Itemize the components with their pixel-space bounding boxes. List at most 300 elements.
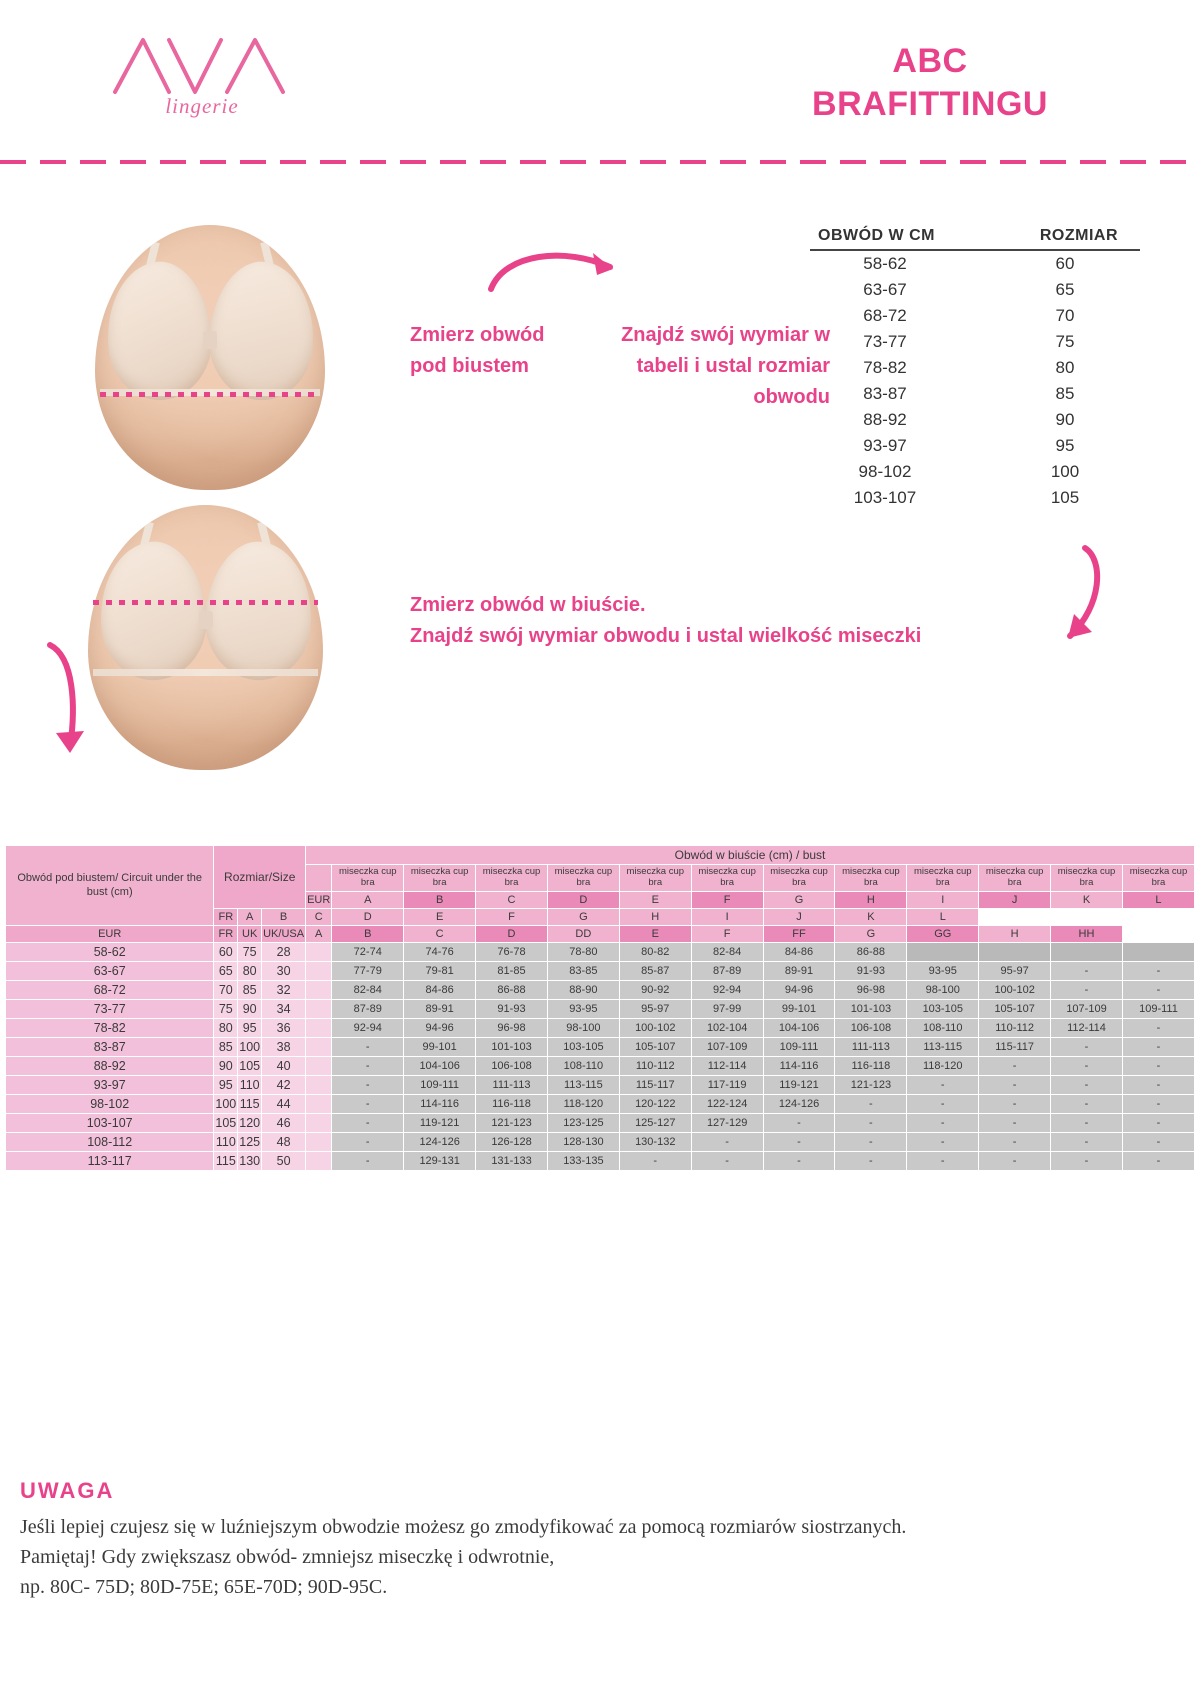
grid-size-uk: 34 bbox=[262, 999, 306, 1018]
circumference-size: 60 bbox=[1055, 254, 1075, 273]
circumference-range: 88-92 bbox=[863, 410, 907, 429]
grid-size-uk: 40 bbox=[262, 1056, 306, 1075]
grid-cup-label: miseczka cup bra bbox=[907, 865, 979, 892]
grid-bust-value: 88-90 bbox=[547, 980, 619, 999]
grid-bust-value: - bbox=[907, 1075, 979, 1094]
grid-bust-value: - bbox=[1122, 1056, 1194, 1075]
grid-size-fr: 115 bbox=[238, 1094, 262, 1113]
circumference-range: 58-62 bbox=[863, 254, 907, 273]
grid-data-row bbox=[6, 1094, 1195, 1113]
header-divider bbox=[0, 160, 1200, 164]
grid-bust-value: 123-125 bbox=[547, 1113, 619, 1132]
grid-cup-size: HH bbox=[1051, 925, 1123, 942]
grid-standard-label: UK/USA bbox=[262, 925, 306, 942]
grid-size-uk: 28 bbox=[262, 942, 306, 961]
grid-cup-label: miseczka cup bra bbox=[979, 865, 1051, 892]
grid-spacer-cell bbox=[306, 961, 332, 980]
grid-bust-value: 117-119 bbox=[691, 1075, 763, 1094]
grid-bust-value: 109-111 bbox=[404, 1075, 476, 1094]
grid-bust-value: 119-121 bbox=[404, 1113, 476, 1132]
grid-col-size-title: Rozmiar/Size bbox=[214, 846, 306, 909]
grid-size-fr: 100 bbox=[238, 1037, 262, 1056]
grid-bust-value: 106-108 bbox=[835, 1018, 907, 1037]
grid-cup-size: H bbox=[619, 908, 691, 925]
grid-bust-value: 124-126 bbox=[763, 1094, 835, 1113]
grid-size-uk: 46 bbox=[262, 1113, 306, 1132]
grid-data-row bbox=[6, 1075, 1195, 1094]
grid-bust-value: - bbox=[332, 1056, 404, 1075]
grid-data-row bbox=[6, 999, 1195, 1018]
grid-bust-value: 116-118 bbox=[835, 1056, 907, 1075]
grid-bust-value: 76-78 bbox=[476, 942, 548, 961]
page-header bbox=[0, 0, 1200, 165]
grid-size-header: FR bbox=[214, 925, 238, 942]
grid-size-eur: 65 bbox=[214, 961, 238, 980]
grid-bust-value: - bbox=[907, 1132, 979, 1151]
grid-data-row bbox=[6, 980, 1195, 999]
grid-cup-size: I bbox=[907, 891, 979, 908]
brand-tagline: lingerie bbox=[165, 94, 239, 118]
grid-bust-value: 99-101 bbox=[763, 999, 835, 1018]
circumference-row bbox=[810, 303, 1140, 329]
grid-cup-size: GG bbox=[907, 925, 979, 942]
grid-size-eur: 90 bbox=[214, 1056, 238, 1075]
grid-bust-value: 94-96 bbox=[763, 980, 835, 999]
grid-bust-value: - bbox=[763, 1151, 835, 1170]
grid-size-fr: 125 bbox=[238, 1132, 262, 1151]
grid-bust-value: 128-130 bbox=[547, 1132, 619, 1151]
grid-bust-value: 95-97 bbox=[619, 999, 691, 1018]
circumference-size: 100 bbox=[1050, 462, 1080, 481]
grid-size-eur: 110 bbox=[214, 1132, 238, 1151]
bra-illustration-underbust bbox=[95, 225, 325, 490]
grid-bust-value: - bbox=[1122, 1094, 1194, 1113]
grid-cup-label: miseczka cup bra bbox=[1051, 865, 1123, 892]
circumference-range: 93-97 bbox=[863, 436, 907, 455]
step-3-line2: Znajdź swój wymiar obwodu i ustal wielkość miseczki bbox=[410, 625, 922, 647]
grid-col-underbust-title: Obwód pod biustem/ Circuit under the bust (cm) bbox=[6, 846, 214, 926]
grid-bust-value: 108-110 bbox=[907, 1018, 979, 1037]
grid-bust-value: 102-104 bbox=[691, 1018, 763, 1037]
grid-cup-size: J bbox=[979, 891, 1051, 908]
grid-cup-size: I bbox=[691, 908, 763, 925]
step-3-line1: Zmierz obwód w biuście. bbox=[410, 594, 646, 616]
grid-size-header: EUR bbox=[6, 925, 214, 942]
grid-cup-size: A bbox=[306, 925, 332, 942]
grid-bust-value: 121-123 bbox=[835, 1075, 907, 1094]
grid-bust-value: 90-92 bbox=[619, 980, 691, 999]
circumference-table-header bbox=[810, 227, 1140, 251]
grid-bust-value: 112-114 bbox=[691, 1056, 763, 1075]
grid-cup-size: B bbox=[332, 925, 404, 942]
circumference-row bbox=[810, 485, 1140, 511]
grid-cup-label: miseczka cup bra bbox=[691, 865, 763, 892]
grid-bust-value: - bbox=[1051, 961, 1123, 980]
size-grid-table bbox=[5, 845, 1195, 1171]
page-title-line1: ABC bbox=[892, 42, 968, 80]
grid-bust-value: - bbox=[691, 1151, 763, 1170]
grid-cup-size: A bbox=[332, 891, 404, 908]
grid-bust-value bbox=[1051, 942, 1123, 961]
grid-bust-value: 115-117 bbox=[619, 1075, 691, 1094]
grid-bust-value: - bbox=[979, 1132, 1051, 1151]
circumference-range: 68-72 bbox=[863, 306, 907, 325]
grid-bust-value: 81-85 bbox=[476, 961, 548, 980]
grid-cup-size: B bbox=[404, 891, 476, 908]
grid-bust-value: - bbox=[1051, 1094, 1123, 1113]
circumference-range: 73-77 bbox=[863, 332, 907, 351]
grid-cup-size: E bbox=[619, 925, 691, 942]
grid-bust-value: 111-113 bbox=[835, 1037, 907, 1056]
grid-bust-value: - bbox=[332, 1113, 404, 1132]
grid-size-fr: 75 bbox=[238, 942, 262, 961]
grid-bust-value: 97-99 bbox=[691, 999, 763, 1018]
grid-size-uk: 38 bbox=[262, 1037, 306, 1056]
grid-cup-size: F bbox=[476, 908, 548, 925]
grid-data-row bbox=[6, 1151, 1195, 1170]
grid-spacer-cell bbox=[306, 865, 332, 892]
grid-data-row bbox=[6, 1113, 1195, 1132]
grid-bust-value: 92-94 bbox=[691, 980, 763, 999]
grid-size-eur: 85 bbox=[214, 1037, 238, 1056]
grid-bust-value: - bbox=[1051, 1151, 1123, 1170]
grid-spacer-cell bbox=[306, 942, 332, 961]
circumference-row bbox=[810, 329, 1140, 355]
grid-bust-value: 122-124 bbox=[691, 1094, 763, 1113]
grid-bust-value: 109-111 bbox=[763, 1037, 835, 1056]
grid-spacer-cell bbox=[306, 1037, 332, 1056]
grid-cup-label: miseczka cup bra bbox=[619, 865, 691, 892]
grid-bust-value: - bbox=[763, 1113, 835, 1132]
grid-bust-value: 86-88 bbox=[476, 980, 548, 999]
grid-spacer-cell bbox=[306, 1018, 332, 1037]
grid-bust-value: - bbox=[979, 1056, 1051, 1075]
grid-bust-value: 84-86 bbox=[763, 942, 835, 961]
grid-bust-value: - bbox=[1122, 961, 1194, 980]
grid-size-eur: 100 bbox=[214, 1094, 238, 1113]
grid-bust-value bbox=[907, 942, 979, 961]
grid-size-fr: 95 bbox=[238, 1018, 262, 1037]
grid-cup-size: F bbox=[691, 925, 763, 942]
grid-bust-value: 95-97 bbox=[979, 961, 1051, 980]
grid-bust-value: 100-102 bbox=[979, 980, 1051, 999]
grid-size-uk: 44 bbox=[262, 1094, 306, 1113]
grid-spacer-cell bbox=[306, 1113, 332, 1132]
grid-bust-value: - bbox=[979, 1075, 1051, 1094]
grid-underbust-range: 93-97 bbox=[6, 1075, 214, 1094]
grid-bust-value: 87-89 bbox=[332, 999, 404, 1018]
grid-cup-label: miseczka cup bra bbox=[1122, 865, 1194, 892]
grid-bust-value: 78-80 bbox=[547, 942, 619, 961]
grid-bust-value: 111-113 bbox=[476, 1075, 548, 1094]
grid-cup-size: D bbox=[547, 891, 619, 908]
grid-bust-value: 131-133 bbox=[476, 1151, 548, 1170]
grid-bust-value: 96-98 bbox=[476, 1018, 548, 1037]
grid-bust-value: 89-91 bbox=[763, 961, 835, 980]
grid-size-fr: 90 bbox=[238, 999, 262, 1018]
grid-bust-value: - bbox=[1051, 1113, 1123, 1132]
grid-bust-value: - bbox=[691, 1132, 763, 1151]
grid-cup-label: miseczka cup bra bbox=[835, 865, 907, 892]
grid-bust-title: Obwód w biuście (cm) / bust bbox=[306, 846, 1195, 865]
grid-cup-label: miseczka cup bra bbox=[332, 865, 404, 892]
grid-bust-value: 91-93 bbox=[835, 961, 907, 980]
grid-bust-value: - bbox=[1122, 1132, 1194, 1151]
grid-bust-value: - bbox=[1051, 1037, 1123, 1056]
grid-cup-size: L bbox=[907, 908, 979, 925]
grid-bust-value: 112-114 bbox=[1051, 1018, 1123, 1037]
grid-bust-value: 124-126 bbox=[404, 1132, 476, 1151]
grid-cup-size: A bbox=[238, 908, 262, 925]
grid-bust-value: 114-116 bbox=[404, 1094, 476, 1113]
grid-size-fr: 80 bbox=[238, 961, 262, 980]
grid-standard-label: EUR bbox=[306, 891, 332, 908]
grid-bust-value: 86-88 bbox=[835, 942, 907, 961]
grid-bust-value: - bbox=[1122, 1075, 1194, 1094]
grid-bust-value: 85-87 bbox=[619, 961, 691, 980]
circumference-size: 80 bbox=[1055, 358, 1075, 377]
grid-bust-value: 103-105 bbox=[547, 1037, 619, 1056]
grid-underbust-range: 103-107 bbox=[6, 1113, 214, 1132]
grid-bust-value: 115-117 bbox=[979, 1037, 1051, 1056]
grid-standard-label: FR bbox=[214, 908, 238, 925]
grid-bust-value: 126-128 bbox=[476, 1132, 548, 1151]
circumference-row bbox=[810, 407, 1140, 433]
grid-bust-value: 83-85 bbox=[547, 961, 619, 980]
grid-bust-value: 118-120 bbox=[907, 1056, 979, 1075]
circumference-row bbox=[810, 277, 1140, 303]
grid-cup-size: D bbox=[476, 925, 548, 942]
circumference-row bbox=[810, 355, 1140, 381]
size-grid-section bbox=[5, 845, 1195, 1171]
grid-size-header: UK bbox=[238, 925, 262, 942]
underbust-measure-line bbox=[100, 392, 321, 397]
grid-bust-value: - bbox=[907, 1151, 979, 1170]
grid-size-uk: 50 bbox=[262, 1151, 306, 1170]
grid-bust-value: 110-112 bbox=[979, 1018, 1051, 1037]
grid-cup-size: C bbox=[476, 891, 548, 908]
arrow-right-icon bbox=[485, 245, 635, 305]
grid-data-row bbox=[6, 1018, 1195, 1037]
grid-size-uk: 30 bbox=[262, 961, 306, 980]
circumference-row bbox=[810, 433, 1140, 459]
grid-data-row bbox=[6, 1037, 1195, 1056]
circumference-size: 65 bbox=[1055, 280, 1075, 299]
grid-cup-size: G bbox=[547, 908, 619, 925]
grid-bust-value: 103-105 bbox=[907, 999, 979, 1018]
circumference-row bbox=[810, 381, 1140, 407]
grid-bust-value: 98-100 bbox=[907, 980, 979, 999]
grid-bust-value: - bbox=[332, 1075, 404, 1094]
grid-bust-value: 110-112 bbox=[619, 1056, 691, 1075]
circumference-range: 78-82 bbox=[863, 358, 907, 377]
grid-size-fr: 110 bbox=[238, 1075, 262, 1094]
circumference-range: 98-102 bbox=[858, 462, 912, 481]
grid-bust-value: 113-115 bbox=[547, 1075, 619, 1094]
grid-underbust-range: 83-87 bbox=[6, 1037, 214, 1056]
grid-bust-value: - bbox=[332, 1151, 404, 1170]
step-1-text: Zmierz obwód pod biustem bbox=[410, 324, 545, 377]
grid-cup-size: E bbox=[404, 908, 476, 925]
page-title bbox=[720, 40, 1140, 125]
ava-logo-icon bbox=[107, 30, 297, 100]
circumference-size-table bbox=[810, 227, 1140, 511]
note-section bbox=[20, 1478, 1180, 1602]
grid-bust-value: 107-109 bbox=[1051, 999, 1123, 1018]
circumference-size: 95 bbox=[1055, 436, 1075, 455]
grid-bust-value: 113-115 bbox=[907, 1037, 979, 1056]
grid-underbust-range: 98-102 bbox=[6, 1094, 214, 1113]
grid-bust-value: - bbox=[1122, 1018, 1194, 1037]
grid-cup-label: miseczka cup bra bbox=[404, 865, 476, 892]
grid-bust-value: 106-108 bbox=[476, 1056, 548, 1075]
note-line3: np. 80C- 75D; 80D-75E; 65E-70D; 90D-95C. bbox=[20, 1576, 388, 1598]
grid-cup-size: H bbox=[835, 891, 907, 908]
grid-bust-value: - bbox=[619, 1151, 691, 1170]
grid-bust-value: 116-118 bbox=[476, 1094, 548, 1113]
circumference-size: 75 bbox=[1055, 332, 1075, 351]
grid-bust-value: 101-103 bbox=[835, 999, 907, 1018]
arrow-down-left-icon bbox=[20, 635, 130, 785]
grid-bust-value: - bbox=[1051, 1075, 1123, 1094]
grid-bust-value: - bbox=[979, 1151, 1051, 1170]
grid-bust-value: 100-102 bbox=[619, 1018, 691, 1037]
grid-spacer-cell bbox=[306, 999, 332, 1018]
grid-data-row bbox=[6, 961, 1195, 980]
grid-size-eur: 95 bbox=[214, 1075, 238, 1094]
grid-bust-value: 96-98 bbox=[835, 980, 907, 999]
grid-bust-value: 92-94 bbox=[332, 1018, 404, 1037]
grid-size-eur: 70 bbox=[214, 980, 238, 999]
grid-underbust-range: 113-117 bbox=[6, 1151, 214, 1170]
grid-bust-value: - bbox=[1051, 1132, 1123, 1151]
grid-cup-size: FF bbox=[763, 925, 835, 942]
grid-bust-value: - bbox=[979, 1113, 1051, 1132]
grid-size-uk: 36 bbox=[262, 1018, 306, 1037]
grid-bust-value: - bbox=[1122, 1113, 1194, 1132]
note-title: UWAGA bbox=[20, 1478, 115, 1503]
grid-bust-value bbox=[979, 942, 1051, 961]
note-line1: Jeśli lepiej czujesz się w luźniejszym obwodzie możesz go zmodyfikować za pomocą rozmiarów siostrzanych. bbox=[20, 1516, 907, 1538]
circumference-row bbox=[810, 459, 1140, 485]
grid-bust-value: - bbox=[835, 1151, 907, 1170]
grid-bust-value bbox=[1122, 942, 1194, 961]
grid-bust-value: 104-106 bbox=[763, 1018, 835, 1037]
grid-bust-value: 98-100 bbox=[547, 1018, 619, 1037]
grid-bust-value: 91-93 bbox=[476, 999, 548, 1018]
grid-bust-value: - bbox=[763, 1132, 835, 1151]
grid-bust-value: 87-89 bbox=[691, 961, 763, 980]
grid-bust-value: - bbox=[332, 1132, 404, 1151]
grid-bust-value: 133-135 bbox=[547, 1151, 619, 1170]
grid-spacer-cell bbox=[306, 980, 332, 999]
grid-bust-value: 125-127 bbox=[619, 1113, 691, 1132]
grid-bust-value: 107-109 bbox=[691, 1037, 763, 1056]
grid-bust-value: 105-107 bbox=[619, 1037, 691, 1056]
grid-cup-size: C bbox=[306, 908, 332, 925]
circumference-header-right: ROZMIAR bbox=[1039, 227, 1118, 244]
grid-data-row bbox=[6, 1056, 1195, 1075]
grid-bust-value: 119-121 bbox=[763, 1075, 835, 1094]
grid-bust-value: - bbox=[835, 1132, 907, 1151]
grid-bust-value: 89-91 bbox=[404, 999, 476, 1018]
grid-bust-value: 80-82 bbox=[619, 942, 691, 961]
grid-bust-value: 84-86 bbox=[404, 980, 476, 999]
grid-bust-value: 93-95 bbox=[907, 961, 979, 980]
grid-header-row-bust bbox=[6, 846, 1195, 865]
grid-underbust-range: 108-112 bbox=[6, 1132, 214, 1151]
grid-underbust-range: 68-72 bbox=[6, 980, 214, 999]
grid-bust-value: - bbox=[835, 1094, 907, 1113]
grid-underbust-range: 63-67 bbox=[6, 961, 214, 980]
grid-cup-size: L bbox=[1122, 891, 1194, 908]
grid-cup-size: E bbox=[619, 891, 691, 908]
grid-bust-value: 101-103 bbox=[476, 1037, 548, 1056]
grid-size-fr: 85 bbox=[238, 980, 262, 999]
grid-bust-value: - bbox=[1051, 1056, 1123, 1075]
step-2-text: Znajdź swój wymiar w tabeli i ustal rozmiar obwodu bbox=[621, 324, 830, 408]
circumference-range: 103-107 bbox=[853, 488, 917, 507]
grid-bust-value: - bbox=[979, 1094, 1051, 1113]
grid-bust-value: 104-106 bbox=[404, 1056, 476, 1075]
grid-bust-value: 93-95 bbox=[547, 999, 619, 1018]
grid-cup-label: miseczka cup bra bbox=[547, 865, 619, 892]
grid-bust-value: 99-101 bbox=[404, 1037, 476, 1056]
note-line2: Pamiętaj! Gdy zwiększasz obwód- zmniejsz miseczkę i odwrotnie, bbox=[20, 1546, 555, 1568]
grid-cup-size: H bbox=[979, 925, 1051, 942]
grid-underbust-range: 88-92 bbox=[6, 1056, 214, 1075]
circumference-row bbox=[810, 251, 1140, 277]
instructions-section bbox=[0, 165, 1200, 785]
grid-bust-value: 74-76 bbox=[404, 942, 476, 961]
grid-cup-size: G bbox=[763, 891, 835, 908]
grid-bust-value: - bbox=[332, 1037, 404, 1056]
grid-cup-size: F bbox=[691, 891, 763, 908]
grid-bust-value: 105-107 bbox=[979, 999, 1051, 1018]
grid-bust-value: 130-132 bbox=[619, 1132, 691, 1151]
grid-bust-value: 79-81 bbox=[404, 961, 476, 980]
grid-size-eur: 60 bbox=[214, 942, 238, 961]
grid-bust-value: - bbox=[1122, 1151, 1194, 1170]
grid-size-fr: 120 bbox=[238, 1113, 262, 1132]
grid-underbust-range: 58-62 bbox=[6, 942, 214, 961]
brand-logo bbox=[72, 30, 332, 119]
grid-cup-size: K bbox=[1051, 891, 1123, 908]
grid-bust-value: - bbox=[1122, 980, 1194, 999]
grid-cup-size: B bbox=[262, 908, 306, 925]
grid-bust-value: 77-79 bbox=[332, 961, 404, 980]
grid-bust-value: 108-110 bbox=[547, 1056, 619, 1075]
grid-spacer-cell bbox=[306, 1151, 332, 1170]
grid-cup-size: D bbox=[332, 908, 404, 925]
grid-size-fr: 105 bbox=[238, 1056, 262, 1075]
grid-spacer-cell bbox=[306, 1056, 332, 1075]
grid-bust-value: 72-74 bbox=[332, 942, 404, 961]
grid-bust-value: - bbox=[835, 1113, 907, 1132]
page-title-line2: BRAFITTINGU bbox=[812, 84, 1048, 123]
grid-size-eur: 80 bbox=[214, 1018, 238, 1037]
grid-data-row bbox=[6, 942, 1195, 961]
grid-bust-value: 82-84 bbox=[691, 942, 763, 961]
grid-spacer-cell bbox=[306, 1075, 332, 1094]
grid-header-row-ukusa bbox=[6, 925, 1195, 942]
grid-size-fr: 130 bbox=[238, 1151, 262, 1170]
grid-bust-value: 114-116 bbox=[763, 1056, 835, 1075]
grid-size-eur: 75 bbox=[214, 999, 238, 1018]
grid-bust-value: 127-129 bbox=[691, 1113, 763, 1132]
grid-cup-size: J bbox=[763, 908, 835, 925]
circumference-header-left: OBWÓD W CM bbox=[818, 227, 935, 244]
